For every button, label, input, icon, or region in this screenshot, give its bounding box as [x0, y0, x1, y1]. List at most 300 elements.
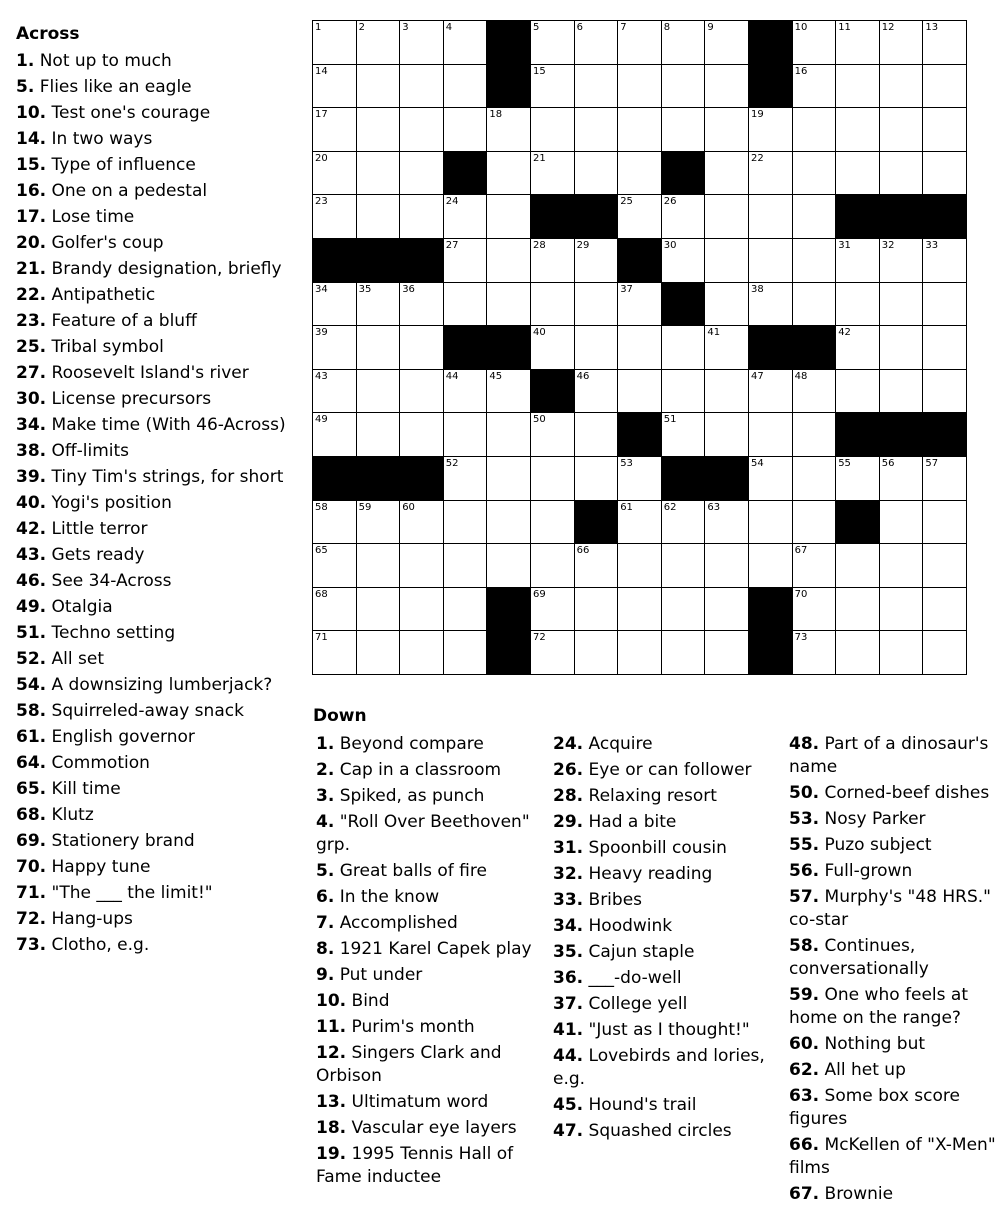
grid-cell[interactable]	[704, 238, 749, 283]
grid-cell[interactable]	[312, 282, 357, 327]
grid-cell[interactable]	[661, 20, 706, 65]
grid-cell[interactable]	[574, 630, 619, 675]
grid-cell[interactable]	[312, 500, 357, 545]
grid-cell[interactable]	[530, 456, 575, 501]
grid-cell[interactable]	[486, 151, 531, 196]
grid-cell[interactable]	[312, 587, 357, 632]
grid-cell[interactable]	[574, 325, 619, 370]
grid-cell[interactable]	[486, 238, 531, 283]
clue-item[interactable]	[789, 984, 997, 1030]
grid-cell[interactable]	[530, 543, 575, 588]
clue-item[interactable]	[553, 759, 779, 782]
clue-text: Great balls of fire	[334, 861, 487, 881]
grid-cell[interactable]	[748, 107, 793, 152]
clue-item[interactable]	[789, 860, 997, 883]
grid-cell[interactable]	[486, 500, 531, 545]
grid-cell[interactable]	[530, 238, 575, 283]
grid-cell[interactable]	[704, 325, 749, 370]
grid-cell[interactable]	[792, 369, 837, 414]
clue-item[interactable]	[553, 993, 779, 1016]
clue-item[interactable]	[16, 126, 306, 152]
grid-cell[interactable]	[312, 151, 357, 196]
clue-number: 5.	[316, 861, 335, 881]
grid-cell[interactable]	[879, 543, 924, 588]
grid-cell[interactable]	[922, 282, 967, 327]
grid-cell[interactable]	[312, 107, 357, 152]
grid-cell[interactable]	[486, 194, 531, 239]
clue-item[interactable]	[553, 785, 779, 808]
grid-cell[interactable]	[748, 282, 793, 327]
grid-cell[interactable]	[879, 151, 924, 196]
clue-item[interactable]	[16, 48, 306, 74]
grid-cell[interactable]	[922, 151, 967, 196]
clue-number: 47.	[553, 1121, 584, 1141]
grid-cell[interactable]	[922, 20, 967, 65]
grid-cell[interactable]	[399, 587, 444, 632]
grid-cell[interactable]	[356, 587, 401, 632]
grid-cell[interactable]	[835, 238, 880, 283]
cell-number: 44	[445, 370, 459, 382]
grid-cell[interactable]	[704, 587, 749, 632]
grid-cell[interactable]	[530, 64, 575, 109]
grid-cell[interactable]	[661, 500, 706, 545]
clue-item[interactable]	[316, 733, 542, 756]
grid-cell[interactable]	[704, 20, 749, 65]
clue-item[interactable]	[16, 360, 306, 386]
clue-text: Cajun staple	[583, 942, 695, 962]
clue-item[interactable]	[16, 776, 306, 802]
grid-cell[interactable]	[312, 412, 357, 457]
grid-cell[interactable]	[661, 64, 706, 109]
grid-cell[interactable]	[399, 282, 444, 327]
clue-item[interactable]	[316, 785, 542, 808]
grid-cell[interactable]	[879, 630, 924, 675]
grid-cell[interactable]	[312, 20, 357, 65]
clue-number: 36.	[553, 968, 584, 988]
grid-cell[interactable]	[835, 325, 880, 370]
clue-item[interactable]	[553, 837, 779, 860]
grid-cell[interactable]	[835, 282, 880, 327]
grid-cell[interactable]	[792, 543, 837, 588]
clue-item[interactable]	[16, 932, 306, 958]
clue-item[interactable]	[316, 886, 542, 909]
grid-cell[interactable]	[443, 456, 488, 501]
grid-cell[interactable]	[574, 107, 619, 152]
grid-cell[interactable]	[574, 238, 619, 283]
grid-cell[interactable]	[661, 194, 706, 239]
clue-number: 16.	[16, 181, 47, 201]
clue-item[interactable]	[16, 516, 306, 542]
grid-cell[interactable]	[312, 325, 357, 370]
clue-item[interactable]	[789, 808, 997, 831]
grid-cell[interactable]	[443, 282, 488, 327]
grid-cell[interactable]	[661, 412, 706, 457]
grid-cell[interactable]	[530, 587, 575, 632]
clue-item[interactable]	[16, 724, 306, 750]
grid-cell[interactable]	[661, 325, 706, 370]
grid-cell[interactable]	[356, 500, 401, 545]
grid-cell[interactable]	[443, 64, 488, 109]
grid-cell[interactable]	[879, 238, 924, 283]
grid-cell[interactable]	[922, 543, 967, 588]
grid-cell[interactable]	[922, 238, 967, 283]
clue-item[interactable]	[789, 1183, 997, 1206]
grid-cell[interactable]	[486, 107, 531, 152]
grid-cell[interactable]	[835, 64, 880, 109]
grid-cell[interactable]	[704, 412, 749, 457]
grid-cell[interactable]	[574, 587, 619, 632]
clue-item[interactable]	[16, 334, 306, 360]
clue-item[interactable]	[553, 1019, 779, 1042]
grid-cell[interactable]	[530, 151, 575, 196]
clue-item[interactable]	[316, 1042, 542, 1088]
grid-cell[interactable]	[399, 412, 444, 457]
grid-cell[interactable]	[661, 587, 706, 632]
grid-cell[interactable]	[661, 369, 706, 414]
grid-cell[interactable]	[835, 456, 880, 501]
grid-cell[interactable]	[661, 543, 706, 588]
grid-cell[interactable]	[879, 369, 924, 414]
grid-cell[interactable]	[356, 282, 401, 327]
grid-cell[interactable]	[835, 20, 880, 65]
grid-cell[interactable]	[356, 20, 401, 65]
clue-item[interactable]	[316, 938, 542, 961]
grid-cell[interactable]	[617, 325, 662, 370]
clue-item[interactable]	[553, 1120, 779, 1143]
clue-item[interactable]	[16, 386, 306, 412]
grid-cell[interactable]	[661, 630, 706, 675]
clue-item[interactable]	[16, 802, 306, 828]
clue-item[interactable]	[789, 935, 997, 981]
clue-item[interactable]	[789, 1059, 997, 1082]
clue-item[interactable]	[16, 100, 306, 126]
grid-cell[interactable]	[879, 282, 924, 327]
grid-cell[interactable]	[530, 325, 575, 370]
grid-cell[interactable]	[399, 369, 444, 414]
grid-cell[interactable]	[922, 630, 967, 675]
clue-text: ___-do-well	[583, 968, 682, 988]
clue-text: Accomplished	[334, 913, 458, 933]
grid-cell[interactable]	[530, 412, 575, 457]
grid-cell[interactable]	[399, 630, 444, 675]
grid-cell[interactable]	[835, 369, 880, 414]
grid-cell[interactable]	[443, 20, 488, 65]
grid-cell[interactable]	[704, 282, 749, 327]
grid-cell[interactable]	[792, 194, 837, 239]
clue-item[interactable]	[16, 438, 306, 464]
clue-item[interactable]	[316, 860, 542, 883]
clue-text: Golfer's coup	[46, 233, 164, 253]
grid-cell[interactable]	[792, 412, 837, 457]
grid-cell[interactable]	[399, 500, 444, 545]
grid-cell[interactable]	[443, 369, 488, 414]
cell-number: 7	[620, 22, 627, 33]
grid-cell[interactable]	[617, 107, 662, 152]
clue-item[interactable]	[553, 733, 779, 756]
clue-item[interactable]	[16, 620, 306, 646]
grid-cell[interactable]	[574, 282, 619, 327]
grid-cell[interactable]	[922, 456, 967, 501]
clue-item[interactable]	[316, 912, 542, 935]
grid-cell[interactable]	[879, 20, 924, 65]
grid-cell[interactable]	[356, 64, 401, 109]
cell-number: 60	[402, 501, 415, 513]
grid-cell[interactable]	[835, 630, 880, 675]
cell-number: 14	[315, 65, 328, 77]
grid-block	[617, 238, 662, 283]
clue-item[interactable]	[316, 759, 542, 782]
grid-cell[interactable]	[617, 456, 662, 501]
clue-text: License precursors	[46, 389, 212, 409]
clue-item[interactable]	[316, 1117, 542, 1140]
grid-cell[interactable]	[574, 64, 619, 109]
grid-cell[interactable]	[879, 107, 924, 152]
grid-cell[interactable]	[356, 194, 401, 239]
clue-item[interactable]	[789, 834, 997, 857]
grid-cell[interactable]	[792, 238, 837, 283]
grid-cell[interactable]	[617, 282, 662, 327]
clue-item[interactable]	[16, 698, 306, 724]
grid-block	[704, 456, 749, 501]
clue-item[interactable]	[16, 672, 306, 698]
grid-cell[interactable]	[879, 587, 924, 632]
clue-item[interactable]	[316, 1143, 542, 1189]
grid-cell[interactable]	[704, 64, 749, 109]
clue-item[interactable]	[16, 308, 306, 334]
grid-cell[interactable]	[399, 151, 444, 196]
grid-cell[interactable]	[356, 543, 401, 588]
grid-cell[interactable]	[443, 500, 488, 545]
grid-cell[interactable]	[661, 238, 706, 283]
clue-item[interactable]	[316, 964, 542, 987]
clue-item[interactable]	[789, 733, 997, 779]
grid-cell[interactable]	[835, 107, 880, 152]
grid-cell[interactable]	[792, 282, 837, 327]
clue-item[interactable]	[16, 464, 306, 490]
grid-cell[interactable]	[704, 151, 749, 196]
grid-cell[interactable]	[356, 107, 401, 152]
clue-item[interactable]	[789, 1085, 997, 1131]
grid-cell[interactable]	[879, 64, 924, 109]
clue-item[interactable]	[16, 906, 306, 932]
clue-item[interactable]	[789, 886, 997, 932]
grid-cell[interactable]	[443, 630, 488, 675]
clue-text: Acquire	[583, 734, 653, 754]
grid-cell[interactable]	[617, 587, 662, 632]
clue-item[interactable]	[16, 230, 306, 256]
clue-item[interactable]	[16, 568, 306, 594]
grid-cell[interactable]	[617, 194, 662, 239]
clue-item[interactable]	[553, 863, 779, 886]
grid-cell[interactable]	[617, 151, 662, 196]
grid-cell[interactable]	[574, 543, 619, 588]
grid-cell[interactable]	[617, 630, 662, 675]
clue-item[interactable]	[16, 490, 306, 516]
grid-cell[interactable]	[530, 282, 575, 327]
grid-block	[879, 194, 924, 239]
clue-number: 12.	[316, 1043, 347, 1063]
grid-cell[interactable]	[617, 543, 662, 588]
grid-cell[interactable]	[399, 543, 444, 588]
grid-cell[interactable]	[443, 107, 488, 152]
clue-item[interactable]	[553, 1094, 779, 1117]
clue-item[interactable]	[16, 74, 306, 100]
clue-item[interactable]	[16, 178, 306, 204]
cell-number: 41	[707, 327, 721, 339]
grid-block	[748, 20, 793, 65]
grid-cell[interactable]	[748, 412, 793, 457]
grid-cell[interactable]	[922, 500, 967, 545]
clue-item[interactable]	[16, 282, 306, 308]
clue-number: 20.	[16, 233, 47, 253]
clue-number: 4.	[316, 812, 335, 832]
grid-cell[interactable]	[574, 151, 619, 196]
grid-block	[486, 64, 531, 109]
grid-cell[interactable]	[704, 194, 749, 239]
grid-cell[interactable]	[704, 543, 749, 588]
grid-cell[interactable]	[792, 151, 837, 196]
cell-number: 33	[925, 240, 939, 251]
clue-item[interactable]	[16, 256, 306, 282]
grid-cell[interactable]	[356, 325, 401, 370]
clue-item[interactable]	[553, 915, 779, 938]
grid-cell[interactable]	[574, 412, 619, 457]
grid-cell[interactable]	[443, 194, 488, 239]
grid-cell[interactable]	[530, 20, 575, 65]
clue-item[interactable]	[16, 880, 306, 906]
grid-cell[interactable]	[399, 20, 444, 65]
grid-cell[interactable]	[399, 107, 444, 152]
clue-item[interactable]	[789, 1033, 997, 1056]
grid-cell[interactable]	[704, 500, 749, 545]
grid-cell[interactable]	[792, 630, 837, 675]
grid-cell[interactable]	[922, 64, 967, 109]
grid-cell[interactable]	[879, 325, 924, 370]
grid-cell[interactable]	[748, 369, 793, 414]
grid-cell[interactable]	[617, 64, 662, 109]
grid-cell[interactable]	[312, 543, 357, 588]
crossword-grid[interactable]	[312, 20, 966, 674]
grid-cell[interactable]	[399, 325, 444, 370]
cell-number: 19	[751, 109, 764, 121]
grid-cell[interactable]	[486, 543, 531, 588]
clue-item[interactable]	[316, 1091, 542, 1114]
grid-cell[interactable]	[574, 20, 619, 65]
grid-cell[interactable]	[748, 194, 793, 239]
grid-cell[interactable]	[356, 369, 401, 414]
clue-item[interactable]	[789, 1134, 997, 1180]
clue-item[interactable]	[553, 889, 779, 912]
clue-item[interactable]	[789, 782, 997, 805]
clue-item[interactable]	[16, 152, 306, 178]
grid-cell[interactable]	[748, 151, 793, 196]
grid-cell[interactable]	[922, 325, 967, 370]
cell-number: 21	[533, 152, 546, 164]
clue-item[interactable]	[553, 811, 779, 834]
clue-item[interactable]	[16, 854, 306, 880]
clue-item[interactable]	[16, 750, 306, 776]
grid-cell[interactable]	[530, 107, 575, 152]
clue-item[interactable]	[553, 967, 779, 990]
grid-cell[interactable]	[356, 630, 401, 675]
grid-cell[interactable]	[530, 630, 575, 675]
clue-item[interactable]	[316, 990, 542, 1013]
grid-cell[interactable]	[792, 500, 837, 545]
grid-cell[interactable]	[574, 456, 619, 501]
grid-cell[interactable]	[399, 64, 444, 109]
grid-cell[interactable]	[312, 64, 357, 109]
grid-cell[interactable]	[661, 107, 706, 152]
grid-cell[interactable]	[922, 369, 967, 414]
grid-cell[interactable]	[748, 238, 793, 283]
grid-cell[interactable]	[748, 500, 793, 545]
clue-item[interactable]	[553, 1045, 779, 1091]
grid-cell[interactable]	[443, 238, 488, 283]
grid-cell[interactable]	[704, 369, 749, 414]
clue-item[interactable]	[553, 941, 779, 964]
grid-cell[interactable]	[443, 412, 488, 457]
grid-cell[interactable]	[792, 20, 837, 65]
grid-cell[interactable]	[792, 456, 837, 501]
clue-item[interactable]	[16, 646, 306, 672]
grid-cell[interactable]	[399, 194, 444, 239]
grid-cell[interactable]	[792, 107, 837, 152]
grid-cell[interactable]	[879, 456, 924, 501]
grid-cell[interactable]	[922, 587, 967, 632]
clue-item[interactable]	[316, 1016, 542, 1039]
grid-cell[interactable]	[617, 500, 662, 545]
grid-cell[interactable]	[486, 456, 531, 501]
grid-cell[interactable]	[617, 369, 662, 414]
clue-item[interactable]	[316, 811, 542, 857]
clue-number: 2.	[316, 760, 335, 780]
grid-cell[interactable]	[312, 369, 357, 414]
grid-cell[interactable]	[486, 369, 531, 414]
grid-cell[interactable]	[879, 500, 924, 545]
clue-item[interactable]	[16, 204, 306, 230]
grid-cell[interactable]	[356, 412, 401, 457]
grid-cell[interactable]	[922, 107, 967, 152]
grid-cell[interactable]	[835, 587, 880, 632]
grid-cell[interactable]	[530, 500, 575, 545]
clue-item[interactable]	[16, 542, 306, 568]
clue-item[interactable]	[16, 594, 306, 620]
clue-item[interactable]	[16, 828, 306, 854]
grid-cell[interactable]	[748, 543, 793, 588]
grid-cell[interactable]	[356, 151, 401, 196]
grid-cell[interactable]	[835, 543, 880, 588]
clue-number: 35.	[553, 942, 584, 962]
grid-cell[interactable]	[574, 369, 619, 414]
grid-cell[interactable]	[748, 456, 793, 501]
grid-cell[interactable]	[312, 630, 357, 675]
grid-cell[interactable]	[704, 630, 749, 675]
grid-cell[interactable]	[443, 543, 488, 588]
across-heading: Across	[16, 24, 80, 44]
clue-number: 29.	[553, 812, 584, 832]
grid-cell[interactable]	[486, 282, 531, 327]
grid-cell[interactable]	[443, 587, 488, 632]
grid-block	[486, 630, 531, 675]
grid-cell[interactable]	[792, 64, 837, 109]
grid-cell[interactable]	[792, 587, 837, 632]
grid-cell[interactable]	[835, 151, 880, 196]
grid-cell[interactable]	[486, 412, 531, 457]
grid-cell[interactable]	[617, 20, 662, 65]
grid-cell[interactable]	[312, 194, 357, 239]
grid-cell[interactable]	[704, 107, 749, 152]
clue-item[interactable]	[16, 412, 306, 438]
